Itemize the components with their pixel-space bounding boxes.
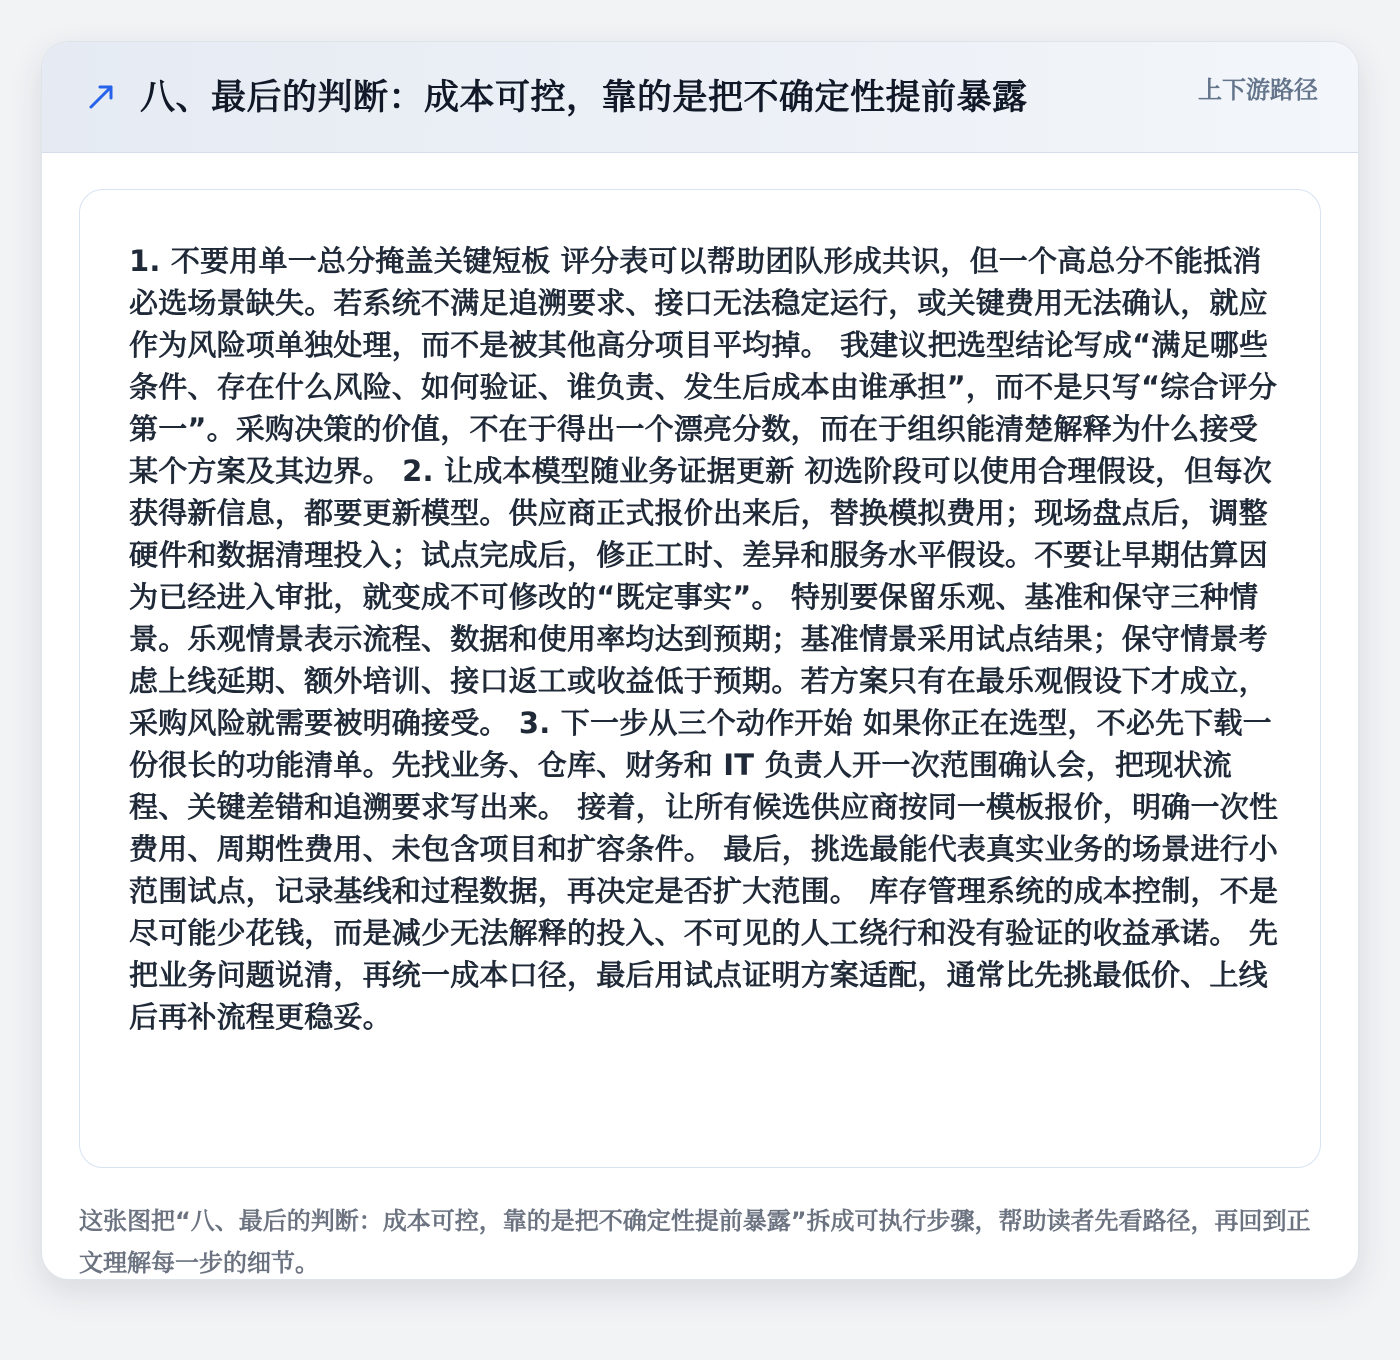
body-paragraph: 1. 不要用单一总分掩盖关键短板 评分表可以帮助团队形成共识，但一个高总分不能抵消必选场景缺失。若系统不满足追溯要求、接口无法稳定运行，或关键费用无法确认，就应作为风险项单独处理，而不是被其他高分项目平均掉。 我建议把选型结论写成“满足哪些条件、存在什么风险、如何验证、谁负责、发生后成本由谁承担”，而不是只写“综合评分第一”。采购决策的价值，不在于得出一个漂亮分数，而在于组织能清楚解释为什么接受某个方案及其边界。 2. 让成本模型随业务证据更新 初选阶段可以使用合理假设，但每次获得新信息，都要更新模型。供应商正式报价出来后，替换模拟费用；现场盘点后，调整硬件和数据清理投入；试点完成后，修正工时、差异和服务水平假设。不要让早期估算因为已经进入审批，就变成不可修改的“既定事实”。 特别要保留乐观、基准和保守三种情景。乐观情景表示流程、数据和使用率均达到预期；基准情景采用试点结果；保守情景考虑上线延期、额外培训、接口返工或收益低于预期。若方案只有在最乐观假设下才成立，采购风险就需要被明确接受。 3. 下一步从三个动作开始 如果你正在选型，不必先下载一份很长的功能清单。先找业务、仓库、财务和 IT 负责人开一次范围确认会，把现状流程、关键差错和追溯要求写出来。 接着，让所有候选供应商按同一模板报价，明确一次性费用、周期性费用、未包含项目和扩容条件。 最后，挑选最能代表真实业务的场景进行小范围试点，记录基线和过程数据，再决定是否扩大范围。 库存管理系统的成本控制，不是尽可能少花钱，而是减少无法解释的投入、不可见的人工绕行和没有验证的收益承诺。 先把业务问题说清，再统一成本口径，最后用试点证明方案适配，通常比先挑最低价、上线后再补流程更稳妥。 <box>129 244 1279 1034</box>
figure-caption: 这张图把“八、最后的判断：成本可控，靠的是把不确定性提前暴露”拆成可执行步骤，帮助读者先看路径，再回到正文理解每一步的细节。 <box>79 1207 1311 1277</box>
trending-up-arrow-icon <box>86 80 122 116</box>
section-title: 八、最后的判断：成本可控，靠的是把不确定性提前暴露 <box>140 78 1028 118</box>
path-tag: 上下游路径 <box>1198 76 1318 104</box>
content-card <box>41 41 1359 1280</box>
body-panel <box>79 189 1321 1168</box>
card-header <box>42 42 1358 153</box>
